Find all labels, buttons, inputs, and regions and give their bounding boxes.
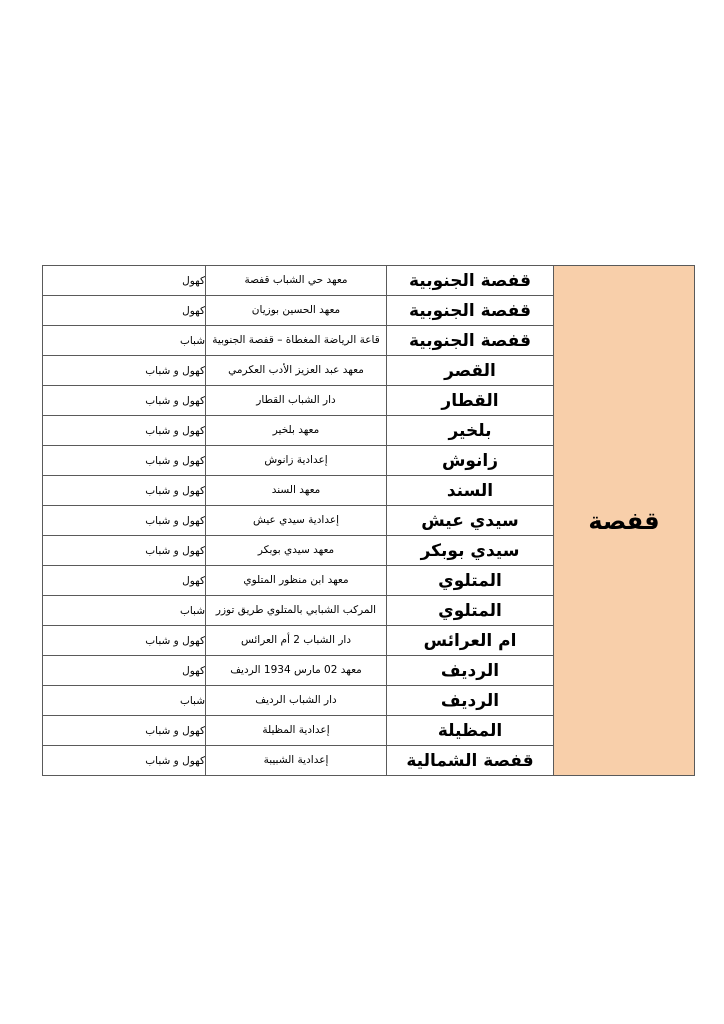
- delegation-cell: قفصة الشمالية: [387, 746, 554, 776]
- category-cell: شباب: [43, 686, 206, 716]
- delegation-cell: القصر: [387, 356, 554, 386]
- category-cell: كهول و شباب: [43, 416, 206, 446]
- institution-cell: معهد حي الشباب قفصة: [206, 266, 387, 296]
- institution-cell: معهد 02 مارس 1934 الرديف: [206, 656, 387, 686]
- delegation-cell: زانوش: [387, 446, 554, 476]
- category-cell: كهول و شباب: [43, 626, 206, 656]
- institution-cell: معهد الحسين بوزيان: [206, 296, 387, 326]
- delegation-cell: قفصة الجنوبية: [387, 296, 554, 326]
- delegation-cell: قفصة الجنوبية: [387, 266, 554, 296]
- institution-cell: قاعة الرياضة المغطاة – قفصة الجنوبية: [206, 326, 387, 356]
- institution-cell: دار الشباب القطار: [206, 386, 387, 416]
- delegation-cell: الرديف: [387, 686, 554, 716]
- institution-cell: دار الشباب 2 أم العرائس: [206, 626, 387, 656]
- institution-cell: إعدادية سيدي عيش: [206, 506, 387, 536]
- delegation-cell: المتلوي: [387, 596, 554, 626]
- delegation-cell: قفصة الجنوبية: [387, 326, 554, 356]
- institution-cell: معهد سيدي بوبكر: [206, 536, 387, 566]
- institution-cell: معهد عبد العزيز الأدب العكرمي: [206, 356, 387, 386]
- delegation-cell: سيدي عيش: [387, 506, 554, 536]
- institution-cell: معهد بلخير: [206, 416, 387, 446]
- category-cell: كهول: [43, 566, 206, 596]
- region-cell: قفصة: [554, 266, 695, 776]
- delegation-cell: المتلوي: [387, 566, 554, 596]
- institution-cell: معهد ابن منظور المتلوي: [206, 566, 387, 596]
- centers-table: [42, 265, 695, 776]
- centers-table-body: [43, 266, 695, 776]
- category-cell: شباب: [43, 596, 206, 626]
- institution-cell: إعدادية المظيلة: [206, 716, 387, 746]
- institution-cell: إعدادية زانوش: [206, 446, 387, 476]
- institution-cell: معهد السند: [206, 476, 387, 506]
- delegation-cell: ام العرائس: [387, 626, 554, 656]
- delegation-cell: القطار: [387, 386, 554, 416]
- category-cell: كهول: [43, 266, 206, 296]
- category-cell: كهول و شباب: [43, 446, 206, 476]
- institution-cell: دار الشباب الرديف: [206, 686, 387, 716]
- delegation-cell: الرديف: [387, 656, 554, 686]
- category-cell: كهول و شباب: [43, 476, 206, 506]
- category-cell: كهول و شباب: [43, 386, 206, 416]
- table-row: [43, 266, 695, 296]
- category-cell: كهول: [43, 656, 206, 686]
- category-cell: كهول و شباب: [43, 536, 206, 566]
- category-cell: كهول و شباب: [43, 356, 206, 386]
- institution-cell: إعدادية الشبيبة: [206, 746, 387, 776]
- category-cell: كهول: [43, 296, 206, 326]
- institution-cell: المركب الشبابي بالمتلوي طريق توزر: [206, 596, 387, 626]
- category-cell: كهول و شباب: [43, 506, 206, 536]
- category-cell: كهول و شباب: [43, 746, 206, 776]
- delegation-cell: بلخير: [387, 416, 554, 446]
- category-cell: كهول و شباب: [43, 716, 206, 746]
- delegation-cell: السند: [387, 476, 554, 506]
- delegation-cell: المظيلة: [387, 716, 554, 746]
- delegation-cell: سيدي بوبكر: [387, 536, 554, 566]
- category-cell: شباب: [43, 326, 206, 356]
